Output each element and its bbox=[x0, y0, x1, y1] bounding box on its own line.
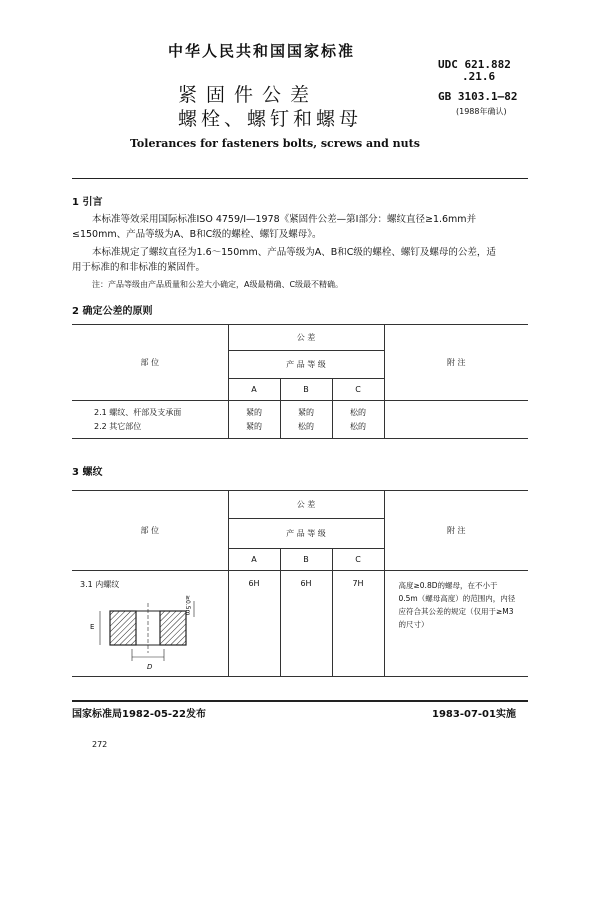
section1-para2-line1: 本标准规定了螺纹直径为1.6～150mm、产品等级为A、B和C级的螺栓、螺钉及螺母的公差，适 bbox=[92, 247, 496, 258]
header-divider bbox=[72, 178, 528, 179]
fig-label-e: E bbox=[90, 623, 95, 631]
english-title: Tolerances for fasteners bolts, screws and nuts bbox=[130, 137, 420, 150]
thread-row-b: 6H bbox=[280, 571, 332, 677]
udc-code-1: UDC 621.882 bbox=[438, 58, 511, 71]
grade-c: C bbox=[332, 379, 384, 401]
section1-heading: 1 引言 bbox=[72, 197, 103, 208]
remark-line-2: 0.5m（螺母高度）的范围内，内径 bbox=[398, 594, 516, 603]
col-tol-header: 公 差 bbox=[228, 491, 384, 519]
effective-date: 1983-07-01实施 bbox=[432, 709, 516, 720]
col-part-header: 部 位 bbox=[72, 491, 228, 571]
grade-b: B bbox=[280, 549, 332, 571]
thread-row-remark bbox=[384, 571, 528, 677]
remark-line-3: 应符合其公差的规定（仅用于≥M3 bbox=[398, 607, 514, 616]
footer-divider bbox=[72, 700, 528, 702]
page-number: 272 bbox=[92, 740, 108, 749]
section1-note: 注：产品等级由产品质量和公差大小确定，A级最精确、C级最不精确。 bbox=[92, 280, 344, 289]
row1-a: 紧的 bbox=[246, 407, 262, 417]
issued-date: 国家标准局1982-05-22发布 bbox=[72, 709, 206, 720]
col-part-header: 部 位 bbox=[72, 325, 228, 401]
row-part-label: 3.1 内螺纹 bbox=[80, 580, 120, 589]
thread-row-c: 7H bbox=[332, 571, 384, 677]
thread-row-part bbox=[72, 571, 228, 677]
row1-b: 紧的 bbox=[298, 407, 314, 417]
section3-heading: 3 螺纹 bbox=[72, 467, 103, 478]
section1-para1-line1: 本标准等效采用国际标准ISO 4759/I—1978《紧固件公差—第Ⅰ部分：螺纹直径≥1.6mm并 bbox=[92, 214, 477, 225]
udc-code-2: .21.6 bbox=[462, 70, 496, 83]
section1-para2-line2: 用于标准的和非标准的紧固件。 bbox=[72, 262, 206, 273]
col-grade-header: 产 品 等 级 bbox=[228, 519, 384, 549]
gb-number: GB 3103.1—82 bbox=[438, 90, 518, 103]
col-remark-header: 附 注 bbox=[384, 325, 528, 401]
fig-label-m: ≥0.5m bbox=[184, 595, 191, 616]
table-cell bbox=[332, 401, 384, 439]
grade-a: A bbox=[228, 549, 280, 571]
section1-para1-line2: ≤150mm、产品等级为A、B和C级的螺栓、螺钉及螺母》。 bbox=[72, 229, 322, 240]
grade-c: C bbox=[332, 549, 384, 571]
table-cell bbox=[384, 401, 528, 439]
row-part-1: 2.1 螺纹、杆部及支承面 bbox=[94, 407, 182, 417]
grade-a: A bbox=[228, 379, 280, 401]
table-principles bbox=[72, 324, 528, 439]
table-thread bbox=[72, 490, 528, 677]
table-cell bbox=[280, 401, 332, 439]
table-cell bbox=[228, 401, 280, 439]
doc-title-2: 螺栓、螺钉和螺母 bbox=[178, 108, 363, 130]
remark-line-1: 高度≥0.8D的螺母，在不小于 bbox=[398, 581, 498, 590]
org-title: 中华人民共和国国家标准 bbox=[168, 42, 356, 60]
fig-label-d: D bbox=[147, 663, 153, 671]
row-part-2: 2.2 其它部位 bbox=[94, 421, 142, 431]
row2-b: 松的 bbox=[298, 421, 314, 431]
col-tol-header: 公 差 bbox=[228, 325, 384, 351]
row2-c: 松的 bbox=[350, 421, 366, 431]
remark-line-4: 的尺寸） bbox=[398, 620, 429, 629]
table-row bbox=[72, 401, 228, 439]
grade-b: B bbox=[280, 379, 332, 401]
col-grade-header: 产 品 等 级 bbox=[228, 351, 384, 379]
doc-title-1: 紧固件公差 bbox=[178, 84, 319, 106]
row1-c: 松的 bbox=[350, 407, 366, 417]
thread-row-a: 6H bbox=[228, 571, 280, 677]
confirmed-note: (1988年确认) bbox=[456, 107, 507, 116]
section2-heading: 2 确定公差的原则 bbox=[72, 306, 153, 317]
col-remark-header: 附 注 bbox=[384, 491, 528, 571]
row2-a: 紧的 bbox=[246, 421, 262, 431]
